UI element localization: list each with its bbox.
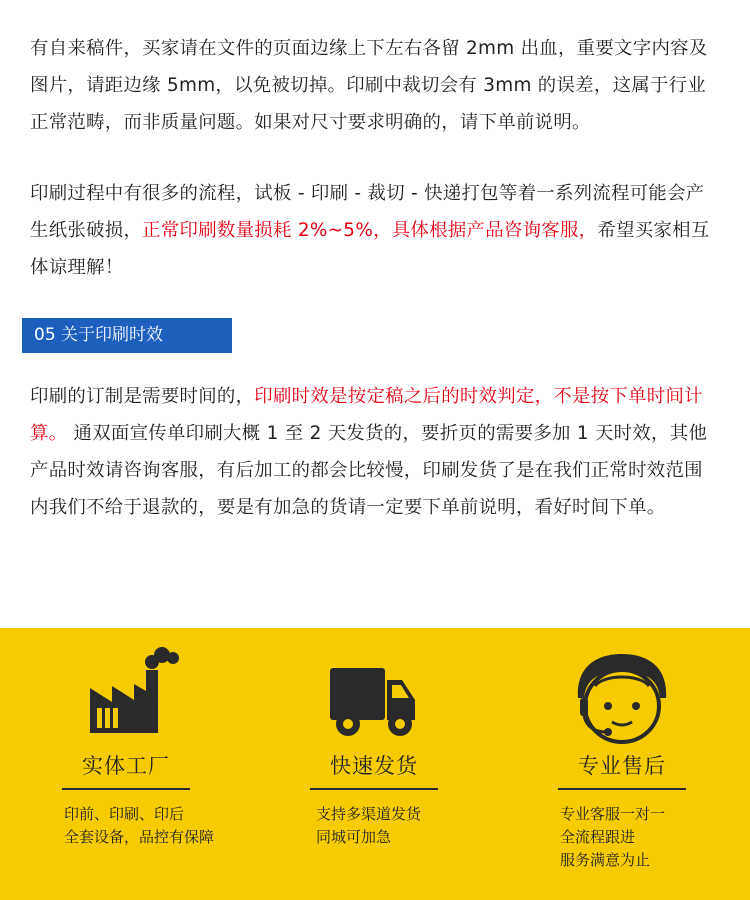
loss-notice-closing: 希望买家相互体谅理解！ xyxy=(30,220,710,278)
feature-description-line: 专业客服一对一 xyxy=(560,805,666,823)
feature-after-sales xyxy=(500,628,740,900)
factory-icon xyxy=(0,628,240,748)
feature-description xyxy=(560,803,750,872)
loss-notice-highlight: 正常印刷数量损耗 2%~5%，具体根据产品咨询客服， xyxy=(142,220,598,241)
printing-time-highlight: 印刷时效是按定稿之后的时效判定，不是按下单时间计算。 xyxy=(30,386,703,444)
feature-description-line: 印前、印刷、印后 xyxy=(64,805,185,823)
feature-divider xyxy=(310,788,438,790)
printing-time-text: 印刷的订制是需要时间的， xyxy=(30,386,255,407)
feature-description-line: 同城可加急 xyxy=(316,828,392,846)
delivery-truck-icon xyxy=(250,628,490,748)
feature-title: 专业售后 xyxy=(578,754,666,778)
section-heading-printing-time: 05 关于印刷时效 xyxy=(22,318,232,353)
feature-divider xyxy=(558,788,686,790)
bleed-notice-text: 有自来稿件，买家请在文件的页面边缘上下左右各留 2mm 出血，重要文字内容及图片，请距边缘 5mm，以免被切掉。印刷中裁切会有 3mm 的误差，这属于行业正常范畴，而非质量问题。如果对尺寸要求明确的，请下单前说明。 xyxy=(30,38,708,133)
printing-time-paragraph xyxy=(30,378,720,526)
loss-notice-paragraph xyxy=(30,175,720,286)
feature-title: 实体工厂 xyxy=(82,754,170,778)
bleed-notice-paragraph xyxy=(30,30,720,141)
feature-delivery xyxy=(250,628,490,900)
features-band xyxy=(0,628,750,900)
printing-time-detail: 通双面宣传单印刷大概 1 至 2 天发货的，要折页的需要多加 1 天时效，其他产品时效请咨询客服，有后加工的都会比较慢，印刷发货了是在我们正常时效范围内我们不给于退款的，要是有加急的货请一定要下单前说明，看好时间下单。 xyxy=(30,423,708,518)
feature-factory xyxy=(0,628,240,900)
feature-divider xyxy=(62,788,190,790)
customer-service-icon xyxy=(500,628,740,748)
feature-title: 快速发货 xyxy=(330,754,418,778)
feature-description-line: 全流程跟进 xyxy=(560,828,636,846)
feature-description-line: 服务满意为止 xyxy=(560,851,651,869)
loss-notice-text: 印刷过程中有很多的流程，试板 - 印刷 - 裁切 - 快递打包等着一系列流程可能会产生纸张破损， xyxy=(30,183,705,241)
feature-description-line: 全套设备，品控有保障 xyxy=(64,828,215,846)
feature-description-line: 支持多渠道发货 xyxy=(316,805,422,823)
